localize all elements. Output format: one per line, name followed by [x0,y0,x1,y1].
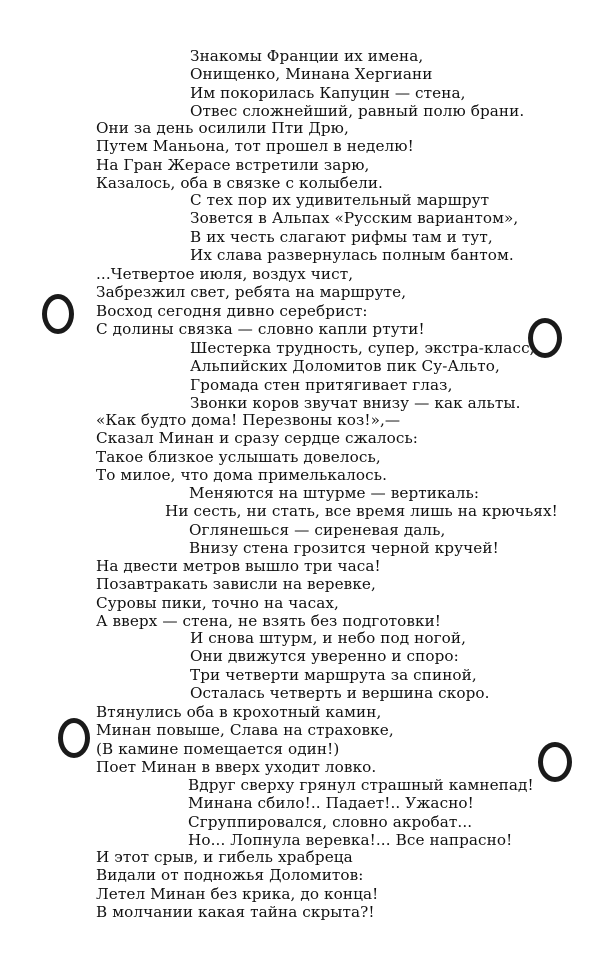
poem-line: Забрезжил свет, ребята на маршруте, [96,283,407,302]
poem-line: Отвес сложнейший, равный полю брани. [190,102,525,121]
poem-line: Казалось, оба в связке с колыбели. [96,174,383,193]
stanza [96,265,425,339]
stanza [96,557,441,631]
punch-hole-mark [538,742,572,782]
stanza [96,703,394,777]
poem-line: Поет Минан в вверх уходит ловко. [96,758,377,777]
poem-line: С тех пор их удивительный маршрут [190,191,490,209]
poem-line: Они за день осилили Пти Дрю, [96,119,349,137]
punch-hole-mark [42,294,74,334]
poem-line: Минана сбило!.. Падает!.. Ужасно! [188,794,474,813]
poem-line: Громада стен притягивает глаз, [190,375,453,394]
poem-line: Меняются на штурме — вертикаль: [189,484,480,502]
poem-line: (В камине помещается один!) [96,739,340,758]
poem-line: Но... Лопнула веревка!... Все напрасно! [188,831,513,850]
punch-hole-mark [58,718,90,758]
poem-line: Сказал Минан и сразу сердце сжалось: [96,429,419,448]
poem-line: То милое, что дома примелькалось. [96,466,388,485]
poem-line: В молчании какая тайна скрыта?! [96,903,375,922]
poem-line: Минан повыше, Слава на страховке, [96,721,394,740]
poem-line: Осталась четверть и вершина скоро. [190,684,490,703]
poem-line: Видали от подножья Доломитов: [96,866,364,885]
poem-line: Втянулись оба в крохотный камин, [96,703,382,721]
poem-line: Оглянешься — сиреневая даль, [189,520,446,539]
poem-line: Восход сегодня дивно серебрист: [96,301,368,320]
poem-line: Знакомы Франции их имена, [190,47,424,65]
stanza [165,484,558,558]
poem-line: И снова штурм, и небо под ногой, [190,629,467,647]
poem-line: Суровы пики, точно на часах, [96,593,339,612]
poem-line: Ни сесть, ни стать, все время лишь на крючьях! [165,502,558,521]
stanza [190,629,490,703]
poem-line: Внизу стена грозится черной кручей! [189,539,499,558]
poem-line: А вверх — стена, не взять без подготовки! [96,612,442,631]
poem-line: Онищенко, Минана Хергиани [190,65,433,84]
poem-line: «Как будто дома! Перезвоны коз!»,— [96,411,401,429]
poem-line: В их честь слагают рифмы там и тут, [190,227,493,246]
stanza [190,339,535,413]
stanza [96,119,414,193]
poem-line: На Гран Жерасе встретили зарю, [96,155,370,174]
poem-line: Звонки коров звучат внизу — как альты. [190,394,521,413]
stanza [96,848,378,922]
poem-line: Три четверти маршрута за спиной, [190,665,477,684]
poem-line: На двести метров вышло три часа! [96,557,381,575]
poem-line: С долины связка — словно капли ртути! [96,320,425,339]
stanza [96,411,418,485]
poem-line: Сгруппировался, словно акробат... [188,812,473,831]
poem-line: Альпийских Доломитов пик Су-Альто, [190,357,500,376]
poem-line: Летел Минан без крика, до конца! [96,884,379,903]
poem-line: Зовется в Альпах «Русским вариантом», [190,209,519,228]
poem-line: Такое близкое услышать довелось, [96,447,381,466]
poem-line: Путем Маньона, тот прошел в неделю! [96,137,414,156]
poem-line: Их слава развернулась полным бантом. [190,246,514,265]
stanza [190,47,524,121]
poem-line: И этот срыв, и гибель храбреца [96,848,353,866]
poem-line: Им покорилась Капуцин — стена, [190,83,466,102]
poem-line: Они движутся уверенно и споро: [190,647,459,666]
poem-line: Шестерка трудность, супер, экстра-класс, [190,339,535,357]
poem-line: ...Четвертое июля, воздух чист, [96,265,354,283]
stanza [190,191,518,265]
poem-line: Вдруг сверху грянул страшный камнепад! [188,776,534,794]
stanza [188,776,534,850]
poem-line: Позавтракать зависли на веревке, [96,575,376,594]
